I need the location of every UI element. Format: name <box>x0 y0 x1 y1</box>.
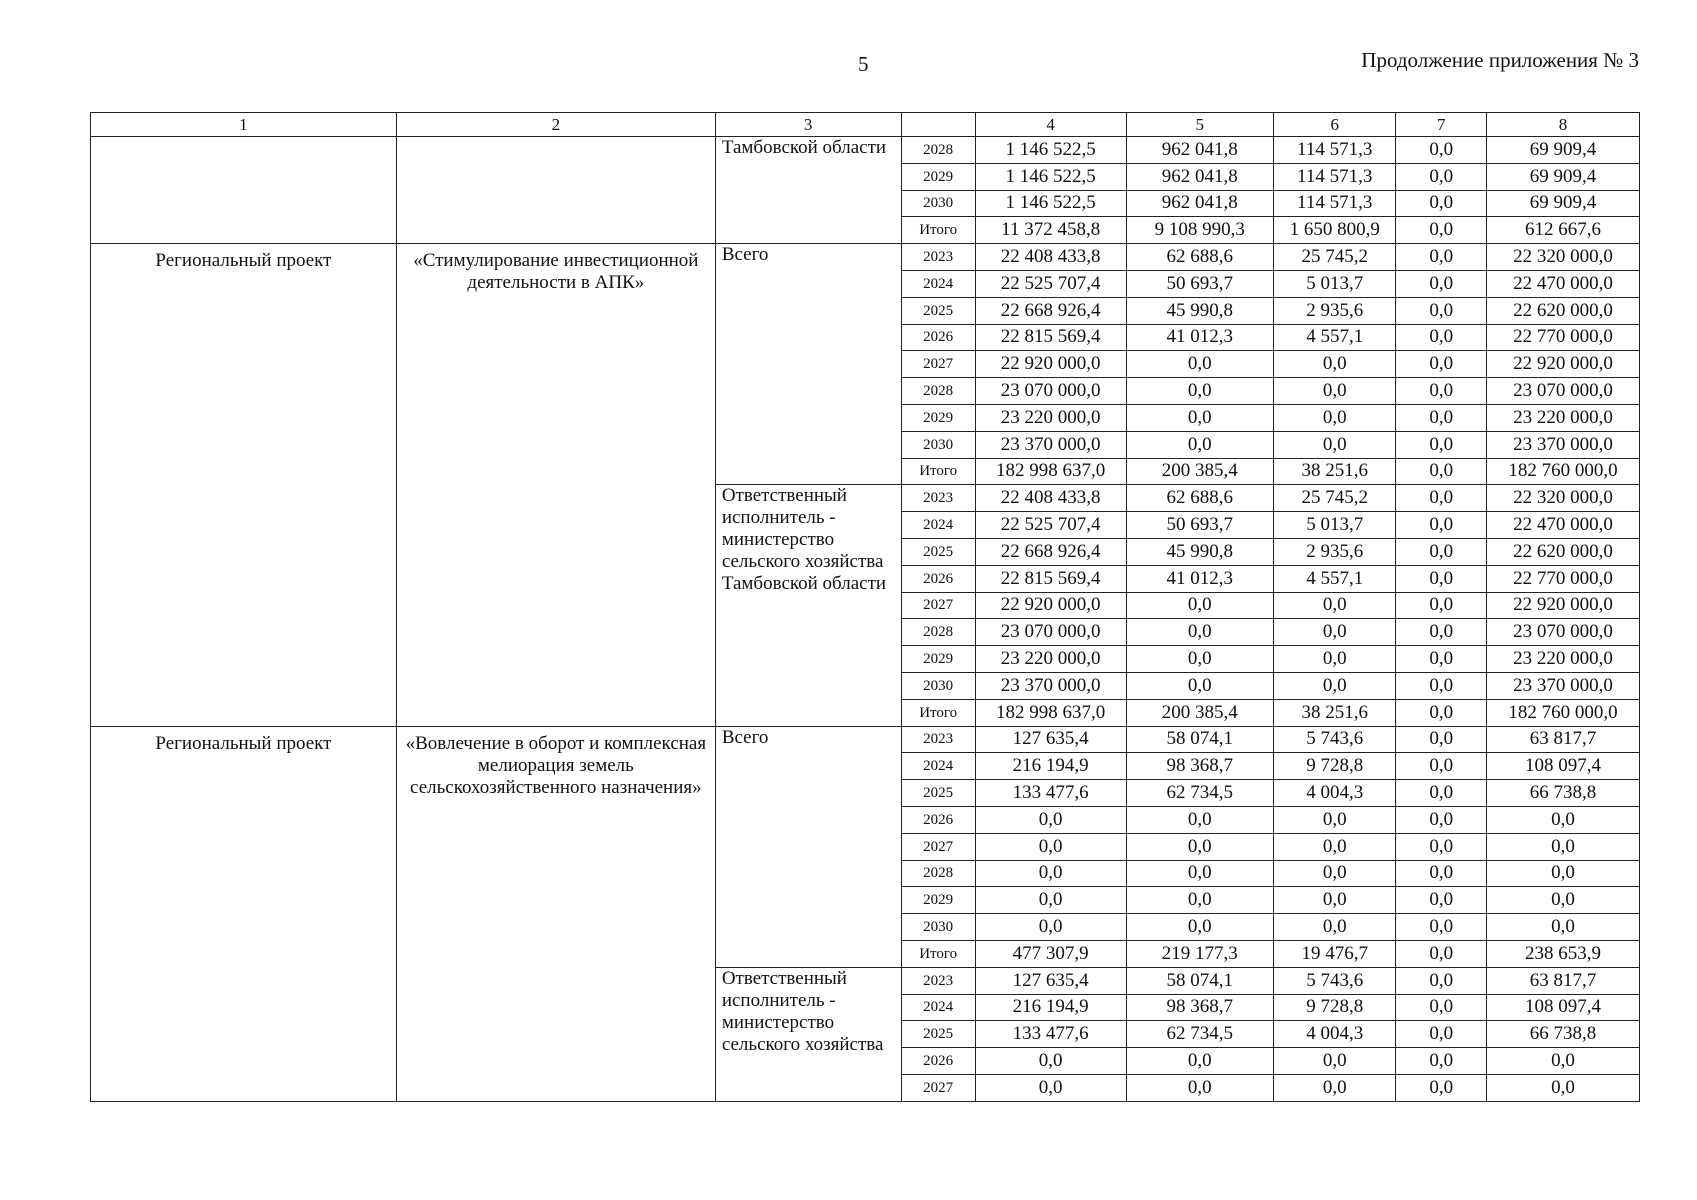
amount-cell: 0,0 <box>1396 217 1487 244</box>
amount-cell: 0,0 <box>1126 860 1273 887</box>
year-cell: 2026 <box>901 806 975 833</box>
amount-cell: 0,0 <box>1274 672 1396 699</box>
column-header: 2 <box>396 113 715 137</box>
amount-cell: 4 004,3 <box>1274 1021 1396 1048</box>
column-header: 7 <box>1396 113 1487 137</box>
amount-cell: 0,0 <box>975 914 1126 941</box>
amount-cell: 0,0 <box>1396 404 1487 431</box>
amount-cell: 0,0 <box>1396 458 1487 485</box>
amount-cell: 5 013,7 <box>1274 512 1396 539</box>
year-cell: 2023 <box>901 244 975 271</box>
amount-cell: 0,0 <box>1396 351 1487 378</box>
table-row <box>91 137 1640 164</box>
amount-cell: 0,0 <box>1126 806 1273 833</box>
amount-cell: 0,0 <box>1126 646 1273 673</box>
amount-cell: 238 653,9 <box>1487 940 1640 967</box>
amount-cell: 0,0 <box>1396 619 1487 646</box>
amount-cell: 38 251,6 <box>1274 458 1396 485</box>
amount-cell: 0,0 <box>1396 324 1487 351</box>
amount-cell: 0,0 <box>975 833 1126 860</box>
amount-cell: 612 667,6 <box>1487 217 1640 244</box>
amount-cell: 216 194,9 <box>975 994 1126 1021</box>
amount-cell: 11 372 458,8 <box>975 217 1126 244</box>
amount-cell: 0,0 <box>1126 619 1273 646</box>
amount-cell: 0,0 <box>1396 833 1487 860</box>
amount-cell: 0,0 <box>1396 672 1487 699</box>
amount-cell: 9 728,8 <box>1274 994 1396 1021</box>
amount-cell: 0,0 <box>1396 699 1487 726</box>
amount-cell: 0,0 <box>1396 244 1487 271</box>
amount-cell: 58 074,1 <box>1126 726 1273 753</box>
amount-cell: 98 368,7 <box>1126 994 1273 1021</box>
amount-cell: 63 817,7 <box>1487 967 1640 994</box>
amount-cell: 0,0 <box>1396 538 1487 565</box>
amount-cell: 182 998 637,0 <box>975 458 1126 485</box>
amount-cell: 2 935,6 <box>1274 297 1396 324</box>
year-cell: 2028 <box>901 619 975 646</box>
amount-cell: 114 571,3 <box>1274 137 1396 164</box>
amount-cell: 22 770 000,0 <box>1487 324 1640 351</box>
amount-cell: 0,0 <box>1274 646 1396 673</box>
year-cell: Итого <box>901 217 975 244</box>
amount-cell: 0,0 <box>1274 914 1396 941</box>
amount-cell: 0,0 <box>975 806 1126 833</box>
amount-cell: 69 909,4 <box>1487 137 1640 164</box>
amount-cell: 22 920 000,0 <box>1487 592 1640 619</box>
amount-cell: 9 728,8 <box>1274 753 1396 780</box>
column-header: 8 <box>1487 113 1640 137</box>
amount-cell: 23 070 000,0 <box>1487 619 1640 646</box>
amount-cell: 114 571,3 <box>1274 190 1396 217</box>
continuation-note: Продолжение приложения № 3 <box>1361 48 1639 72</box>
amount-cell: 0,0 <box>975 860 1126 887</box>
amount-cell: 0,0 <box>1396 378 1487 405</box>
year-cell: 2027 <box>901 592 975 619</box>
amount-cell: 22 620 000,0 <box>1487 297 1640 324</box>
amount-cell: 0,0 <box>1396 940 1487 967</box>
table-row <box>91 726 1640 753</box>
page-number: 5 <box>858 52 869 76</box>
year-cell: 2023 <box>901 967 975 994</box>
amount-cell: 0,0 <box>1396 592 1487 619</box>
amount-cell: 0,0 <box>1396 887 1487 914</box>
amount-cell: 219 177,3 <box>1126 940 1273 967</box>
year-cell: 2029 <box>901 404 975 431</box>
event-type-cell: Региональный проект <box>91 726 397 1101</box>
year-cell: 2026 <box>901 565 975 592</box>
column-header: 1 <box>91 113 397 137</box>
amount-cell: 22 470 000,0 <box>1487 512 1640 539</box>
amount-cell: 0,0 <box>1126 431 1273 458</box>
amount-cell: 216 194,9 <box>975 753 1126 780</box>
amount-cell: 22 815 569,4 <box>975 565 1126 592</box>
amount-cell: 0,0 <box>1487 887 1640 914</box>
amount-cell: 108 097,4 <box>1487 753 1640 780</box>
amount-cell: 0,0 <box>1396 485 1487 512</box>
amount-cell: 0,0 <box>1396 270 1487 297</box>
year-cell: 2024 <box>901 753 975 780</box>
amount-cell: 962 041,8 <box>1126 137 1273 164</box>
amount-cell: 98 368,7 <box>1126 753 1273 780</box>
amount-cell: 25 745,2 <box>1274 244 1396 271</box>
amount-cell: 0,0 <box>1274 592 1396 619</box>
amount-cell: 477 307,9 <box>975 940 1126 967</box>
amount-cell: 50 693,7 <box>1126 512 1273 539</box>
amount-cell: 22 408 433,8 <box>975 485 1126 512</box>
amount-cell: 0,0 <box>1396 1021 1487 1048</box>
amount-cell: 0,0 <box>1126 672 1273 699</box>
amount-cell: 63 817,7 <box>1487 726 1640 753</box>
amount-cell: 0,0 <box>1274 887 1396 914</box>
amount-cell: 0,0 <box>1396 565 1487 592</box>
year-cell: 2028 <box>901 860 975 887</box>
funding-source-cell: Тамбовской области <box>715 137 901 244</box>
amount-cell: 38 251,6 <box>1274 699 1396 726</box>
amount-cell: 23 220 000,0 <box>975 404 1126 431</box>
budget-table <box>90 112 1640 1102</box>
amount-cell: 5 743,6 <box>1274 726 1396 753</box>
amount-cell: 0,0 <box>1396 780 1487 807</box>
amount-cell: 0,0 <box>1126 404 1273 431</box>
amount-cell: 23 370 000,0 <box>1487 672 1640 699</box>
amount-cell: 66 738,8 <box>1487 1021 1640 1048</box>
amount-cell: 69 909,4 <box>1487 163 1640 190</box>
amount-cell: 22 770 000,0 <box>1487 565 1640 592</box>
table-row <box>91 244 1640 271</box>
amount-cell: 0,0 <box>975 1048 1126 1075</box>
amount-cell: 23 220 000,0 <box>1487 646 1640 673</box>
amount-cell: 0,0 <box>1274 833 1396 860</box>
amount-cell: 0,0 <box>1274 1074 1396 1101</box>
funding-source-cell: Ответственный исполнитель - министерство сельского хозяйства <box>715 967 901 1101</box>
amount-cell: 23 370 000,0 <box>975 431 1126 458</box>
year-cell: 2028 <box>901 378 975 405</box>
year-cell: 2025 <box>901 780 975 807</box>
project-name-cell <box>396 137 715 244</box>
amount-cell: 22 920 000,0 <box>975 592 1126 619</box>
amount-cell: 22 525 707,4 <box>975 270 1126 297</box>
amount-cell: 0,0 <box>1487 860 1640 887</box>
column-header-row <box>91 113 1640 137</box>
amount-cell: 0,0 <box>1126 592 1273 619</box>
amount-cell: 9 108 990,3 <box>1126 217 1273 244</box>
event-type-cell: Региональный проект <box>91 244 397 726</box>
amount-cell: 41 012,3 <box>1126 324 1273 351</box>
amount-cell: 182 998 637,0 <box>975 699 1126 726</box>
amount-cell: 0,0 <box>1396 137 1487 164</box>
amount-cell: 0,0 <box>1274 351 1396 378</box>
amount-cell: 23 370 000,0 <box>1487 431 1640 458</box>
amount-cell: 5 743,6 <box>1274 967 1396 994</box>
amount-cell: 0,0 <box>1274 378 1396 405</box>
amount-cell: 1 650 800,9 <box>1274 217 1396 244</box>
amount-cell: 0,0 <box>1396 190 1487 217</box>
amount-cell: 200 385,4 <box>1126 699 1273 726</box>
year-cell: 2026 <box>901 324 975 351</box>
amount-cell: 22 470 000,0 <box>1487 270 1640 297</box>
amount-cell: 45 990,8 <box>1126 538 1273 565</box>
amount-cell: 0,0 <box>1274 431 1396 458</box>
amount-cell: 41 012,3 <box>1126 565 1273 592</box>
funding-source-cell: Всего <box>715 244 901 485</box>
amount-cell: 22 620 000,0 <box>1487 538 1640 565</box>
amount-cell: 0,0 <box>1126 351 1273 378</box>
amount-cell: 0,0 <box>1396 967 1487 994</box>
amount-cell: 0,0 <box>1274 404 1396 431</box>
amount-cell: 962 041,8 <box>1126 163 1273 190</box>
amount-cell: 25 745,2 <box>1274 485 1396 512</box>
amount-cell: 0,0 <box>1396 163 1487 190</box>
year-cell: 2023 <box>901 726 975 753</box>
amount-cell: 133 477,6 <box>975 780 1126 807</box>
amount-cell: 0,0 <box>1274 806 1396 833</box>
amount-cell: 0,0 <box>1487 833 1640 860</box>
amount-cell: 200 385,4 <box>1126 458 1273 485</box>
amount-cell: 62 734,5 <box>1126 780 1273 807</box>
amount-cell: 2 935,6 <box>1274 538 1396 565</box>
amount-cell: 0,0 <box>1126 378 1273 405</box>
amount-cell: 0,0 <box>1126 914 1273 941</box>
amount-cell: 1 146 522,5 <box>975 190 1126 217</box>
amount-cell: 22 920 000,0 <box>975 351 1126 378</box>
year-cell: Итого <box>901 458 975 485</box>
amount-cell: 0,0 <box>1274 860 1396 887</box>
amount-cell: 22 668 926,4 <box>975 538 1126 565</box>
amount-cell: 45 990,8 <box>1126 297 1273 324</box>
amount-cell: 58 074,1 <box>1126 967 1273 994</box>
amount-cell: 0,0 <box>1396 806 1487 833</box>
amount-cell: 0,0 <box>1274 1048 1396 1075</box>
year-cell: 2030 <box>901 190 975 217</box>
amount-cell: 0,0 <box>1396 994 1487 1021</box>
amount-cell: 22 408 433,8 <box>975 244 1126 271</box>
amount-cell: 182 760 000,0 <box>1487 458 1640 485</box>
year-cell: 2027 <box>901 351 975 378</box>
amount-cell: 0,0 <box>1396 431 1487 458</box>
year-cell: 2030 <box>901 672 975 699</box>
column-header <box>901 113 975 137</box>
year-cell: 2029 <box>901 646 975 673</box>
amount-cell: 0,0 <box>1396 914 1487 941</box>
year-cell: 2024 <box>901 994 975 1021</box>
amount-cell: 127 635,4 <box>975 967 1126 994</box>
amount-cell: 0,0 <box>1126 833 1273 860</box>
year-cell: 2027 <box>901 833 975 860</box>
funding-source-cell: Всего <box>715 726 901 967</box>
project-name-cell: «Вовлечение в оборот и комплексная мелиорация земель сельскохозяйственного назначения» <box>396 726 715 1101</box>
amount-cell: 4 004,3 <box>1274 780 1396 807</box>
amount-cell: 0,0 <box>975 887 1126 914</box>
column-header: 5 <box>1126 113 1273 137</box>
project-name-cell: «Стимулирование инвестиционной деятельности в АПК» <box>396 244 715 726</box>
amount-cell: 1 146 522,5 <box>975 137 1126 164</box>
amount-cell: 22 815 569,4 <box>975 324 1126 351</box>
amount-cell: 133 477,6 <box>975 1021 1126 1048</box>
column-header: 4 <box>975 113 1126 137</box>
amount-cell: 22 920 000,0 <box>1487 351 1640 378</box>
amount-cell: 0,0 <box>1126 887 1273 914</box>
amount-cell: 23 070 000,0 <box>975 378 1126 405</box>
year-cell: 2025 <box>901 297 975 324</box>
amount-cell: 0,0 <box>1487 1074 1640 1101</box>
amount-cell: 0,0 <box>1396 1048 1487 1075</box>
year-cell: 2030 <box>901 914 975 941</box>
event-type-cell <box>91 137 397 244</box>
amount-cell: 0,0 <box>1126 1074 1273 1101</box>
amount-cell: 0,0 <box>1487 806 1640 833</box>
amount-cell: 23 370 000,0 <box>975 672 1126 699</box>
year-cell: 2024 <box>901 270 975 297</box>
amount-cell: 962 041,8 <box>1126 190 1273 217</box>
amount-cell: 0,0 <box>1396 726 1487 753</box>
amount-cell: 62 734,5 <box>1126 1021 1273 1048</box>
amount-cell: 69 909,4 <box>1487 190 1640 217</box>
amount-cell: 0,0 <box>1487 1048 1640 1075</box>
amount-cell: 1 146 522,5 <box>975 163 1126 190</box>
amount-cell: 66 738,8 <box>1487 780 1640 807</box>
amount-cell: 22 525 707,4 <box>975 512 1126 539</box>
year-cell: 2026 <box>901 1048 975 1075</box>
year-cell: Итого <box>901 699 975 726</box>
amount-cell: 114 571,3 <box>1274 163 1396 190</box>
amount-cell: 0,0 <box>1487 914 1640 941</box>
year-cell: Итого <box>901 940 975 967</box>
amount-cell: 127 635,4 <box>975 726 1126 753</box>
amount-cell: 50 693,7 <box>1126 270 1273 297</box>
amount-cell: 0,0 <box>1396 860 1487 887</box>
funding-source-cell: Ответственный исполнитель - министерство сельского хозяйства Тамбовской области <box>715 485 901 726</box>
year-cell: 2023 <box>901 485 975 512</box>
amount-cell: 4 557,1 <box>1274 324 1396 351</box>
column-header: 3 <box>715 113 901 137</box>
amount-cell: 22 668 926,4 <box>975 297 1126 324</box>
amount-cell: 108 097,4 <box>1487 994 1640 1021</box>
amount-cell: 62 688,6 <box>1126 485 1273 512</box>
amount-cell: 0,0 <box>1396 1074 1487 1101</box>
year-cell: 2025 <box>901 1021 975 1048</box>
amount-cell: 0,0 <box>1126 1048 1273 1075</box>
amount-cell: 23 220 000,0 <box>975 646 1126 673</box>
amount-cell: 0,0 <box>1396 753 1487 780</box>
column-header: 6 <box>1274 113 1396 137</box>
year-cell: 2028 <box>901 137 975 164</box>
amount-cell: 23 070 000,0 <box>975 619 1126 646</box>
year-cell: 2024 <box>901 512 975 539</box>
amount-cell: 23 220 000,0 <box>1487 404 1640 431</box>
year-cell: 2027 <box>901 1074 975 1101</box>
amount-cell: 0,0 <box>975 1074 1126 1101</box>
year-cell: 2030 <box>901 431 975 458</box>
amount-cell: 182 760 000,0 <box>1487 699 1640 726</box>
year-cell: 2025 <box>901 538 975 565</box>
amount-cell: 0,0 <box>1396 512 1487 539</box>
year-cell: 2029 <box>901 887 975 914</box>
amount-cell: 62 688,6 <box>1126 244 1273 271</box>
amount-cell: 0,0 <box>1274 619 1396 646</box>
amount-cell: 5 013,7 <box>1274 270 1396 297</box>
year-cell: 2029 <box>901 163 975 190</box>
amount-cell: 0,0 <box>1396 297 1487 324</box>
amount-cell: 4 557,1 <box>1274 565 1396 592</box>
amount-cell: 23 070 000,0 <box>1487 378 1640 405</box>
amount-cell: 0,0 <box>1396 646 1487 673</box>
amount-cell: 22 320 000,0 <box>1487 244 1640 271</box>
amount-cell: 22 320 000,0 <box>1487 485 1640 512</box>
amount-cell: 19 476,7 <box>1274 940 1396 967</box>
